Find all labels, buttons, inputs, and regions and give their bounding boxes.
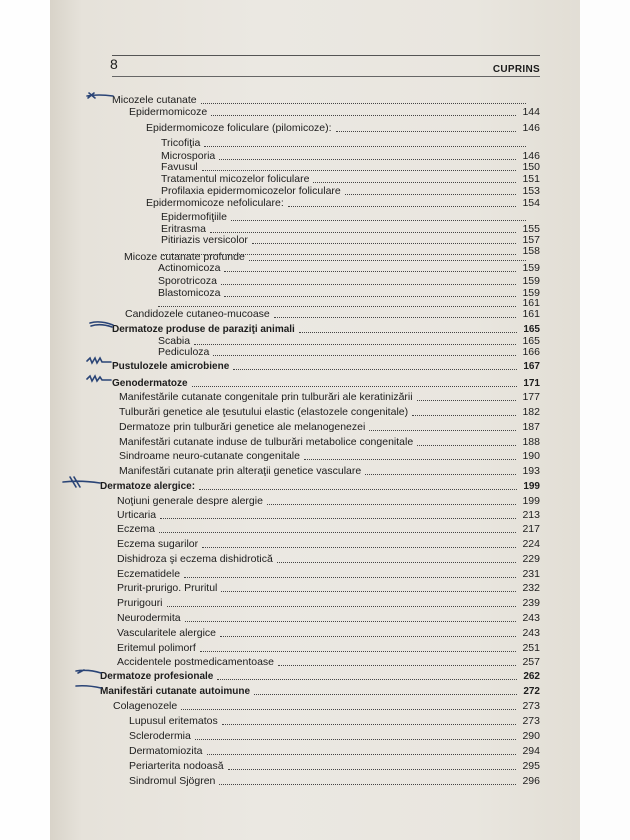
toc-entry: Dermatoze produse de paraziţi animali 165 bbox=[112, 324, 540, 335]
pen-arrow-mark bbox=[60, 474, 102, 490]
toc-entry: Tulburări genetice ale ţesutului elastic (elastozele congenitale) 182 bbox=[119, 406, 540, 418]
toc-entry: Scabia 165 bbox=[158, 335, 540, 347]
toc-entry: Periarterita nodoasă 295 bbox=[129, 760, 540, 772]
toc-entry: Micoze cutanate profunde bbox=[124, 251, 540, 264]
toc-entry: Tratamentul micozelor foliculare 151 bbox=[161, 173, 540, 185]
header-rule-lower bbox=[112, 76, 540, 77]
toc-entry: Prurigouri 239 bbox=[117, 597, 540, 609]
toc-entry: Prurit-prurigo. Pruritul 232 bbox=[117, 582, 540, 594]
toc-entry: Noţiuni generale despre alergie 199 bbox=[117, 495, 540, 507]
pen-arrow-mark bbox=[74, 666, 102, 678]
toc-entry: Vascularitele alergice 243 bbox=[117, 627, 540, 639]
toc-entry: 161 bbox=[158, 297, 540, 310]
toc-entry: Pitiriazis versicolor 157 bbox=[161, 234, 540, 246]
toc-entry: Eczema sugarilor 224 bbox=[117, 538, 540, 550]
toc-entry: Dermatoze alergice: 199 bbox=[100, 481, 540, 492]
pen-arrow-mark bbox=[86, 89, 114, 103]
toc-entry: Micozele cutanate bbox=[112, 94, 540, 107]
toc-entry: Microsporia 146 bbox=[161, 150, 540, 162]
pen-arrow-mark bbox=[74, 681, 102, 693]
background-left bbox=[0, 0, 50, 840]
toc-entry: Profilaxia epidermomicozelor foliculare 153 bbox=[161, 185, 540, 197]
toc-entry: Colagenozele 273 bbox=[113, 700, 540, 712]
toc-entry: Tricofiţia bbox=[161, 137, 540, 150]
toc-entry: Blastomicoza 159 bbox=[158, 287, 540, 299]
toc-entry: Epidermomicoze nefoliculare: 154 bbox=[146, 197, 540, 209]
toc-entry: Epidermomicoze 144 bbox=[129, 106, 540, 118]
toc-entry: Sindroame neuro-cutanate congenitale 190 bbox=[119, 450, 540, 462]
pen-squiggle-mark bbox=[85, 355, 113, 367]
toc-entry: Manifestări cutanate prin alteraţii genetice vasculare 193 bbox=[119, 465, 540, 477]
toc-entry: Dermatoze profesionale 262 bbox=[100, 671, 540, 682]
toc-entry: Manifestări cutanate autoimune 272 bbox=[100, 686, 540, 697]
toc-entry: Epidermomicoze foliculare (pilomicoze): 146 bbox=[146, 122, 540, 134]
toc-entry: Genodermatoze 171 bbox=[112, 378, 540, 389]
toc-entry: Dishidroza şi eczema dishidrotică 229 bbox=[117, 553, 540, 565]
header-rule bbox=[112, 55, 540, 56]
toc-entry: Eritrasma 155 bbox=[161, 223, 540, 235]
toc-entry: Lupusul eritematos 273 bbox=[129, 715, 540, 727]
toc-entry: Manifestările cutanate congenitale prin tulburări ale keratinizării 177 bbox=[119, 391, 540, 403]
toc-entry: Dermatomiozita 294 bbox=[129, 745, 540, 757]
toc-entry: Eczema 217 bbox=[117, 523, 540, 535]
toc-entry: Eczematidele 231 bbox=[117, 568, 540, 580]
toc-entry: Sindromul Sjögren 296 bbox=[129, 775, 540, 787]
toc-entry: Urticaria 213 bbox=[117, 509, 540, 521]
toc-entry: Neurodermita 243 bbox=[117, 612, 540, 624]
running-title: CUPRINS bbox=[492, 64, 540, 75]
toc-entry: Pediculoza 166 bbox=[158, 346, 540, 358]
pen-arrow-mark bbox=[88, 318, 114, 330]
toc-entry: Pustulozele amicrobiene 167 bbox=[112, 361, 540, 372]
toc-entry: Actinomicoza 159 bbox=[158, 262, 540, 274]
toc-entry: Accidentele postmedicamentoase 257 bbox=[117, 656, 540, 668]
toc-entry: Epidermofiţiile bbox=[161, 211, 540, 224]
toc-entry: Dermatoze prin tulburări genetice ale melanogenezei 187 bbox=[119, 421, 540, 433]
pen-squiggle-mark bbox=[85, 373, 113, 385]
toc-entry: Sporotricoza 159 bbox=[158, 275, 540, 287]
background-right bbox=[580, 0, 630, 840]
toc-entry: Favusul 150 bbox=[161, 161, 540, 173]
toc-entry: 158 bbox=[161, 245, 540, 258]
page-number: 8 bbox=[110, 56, 118, 72]
toc-entry: Candidozele cutaneo-mucoase 161 bbox=[125, 308, 540, 320]
toc-entry: Eritemul polimorf 251 bbox=[117, 642, 540, 654]
toc-entry: Manifestări cutanate induse de tulburări metabolice congenitale 188 bbox=[119, 436, 540, 448]
toc-entry: Sclerodermia 290 bbox=[129, 730, 540, 742]
